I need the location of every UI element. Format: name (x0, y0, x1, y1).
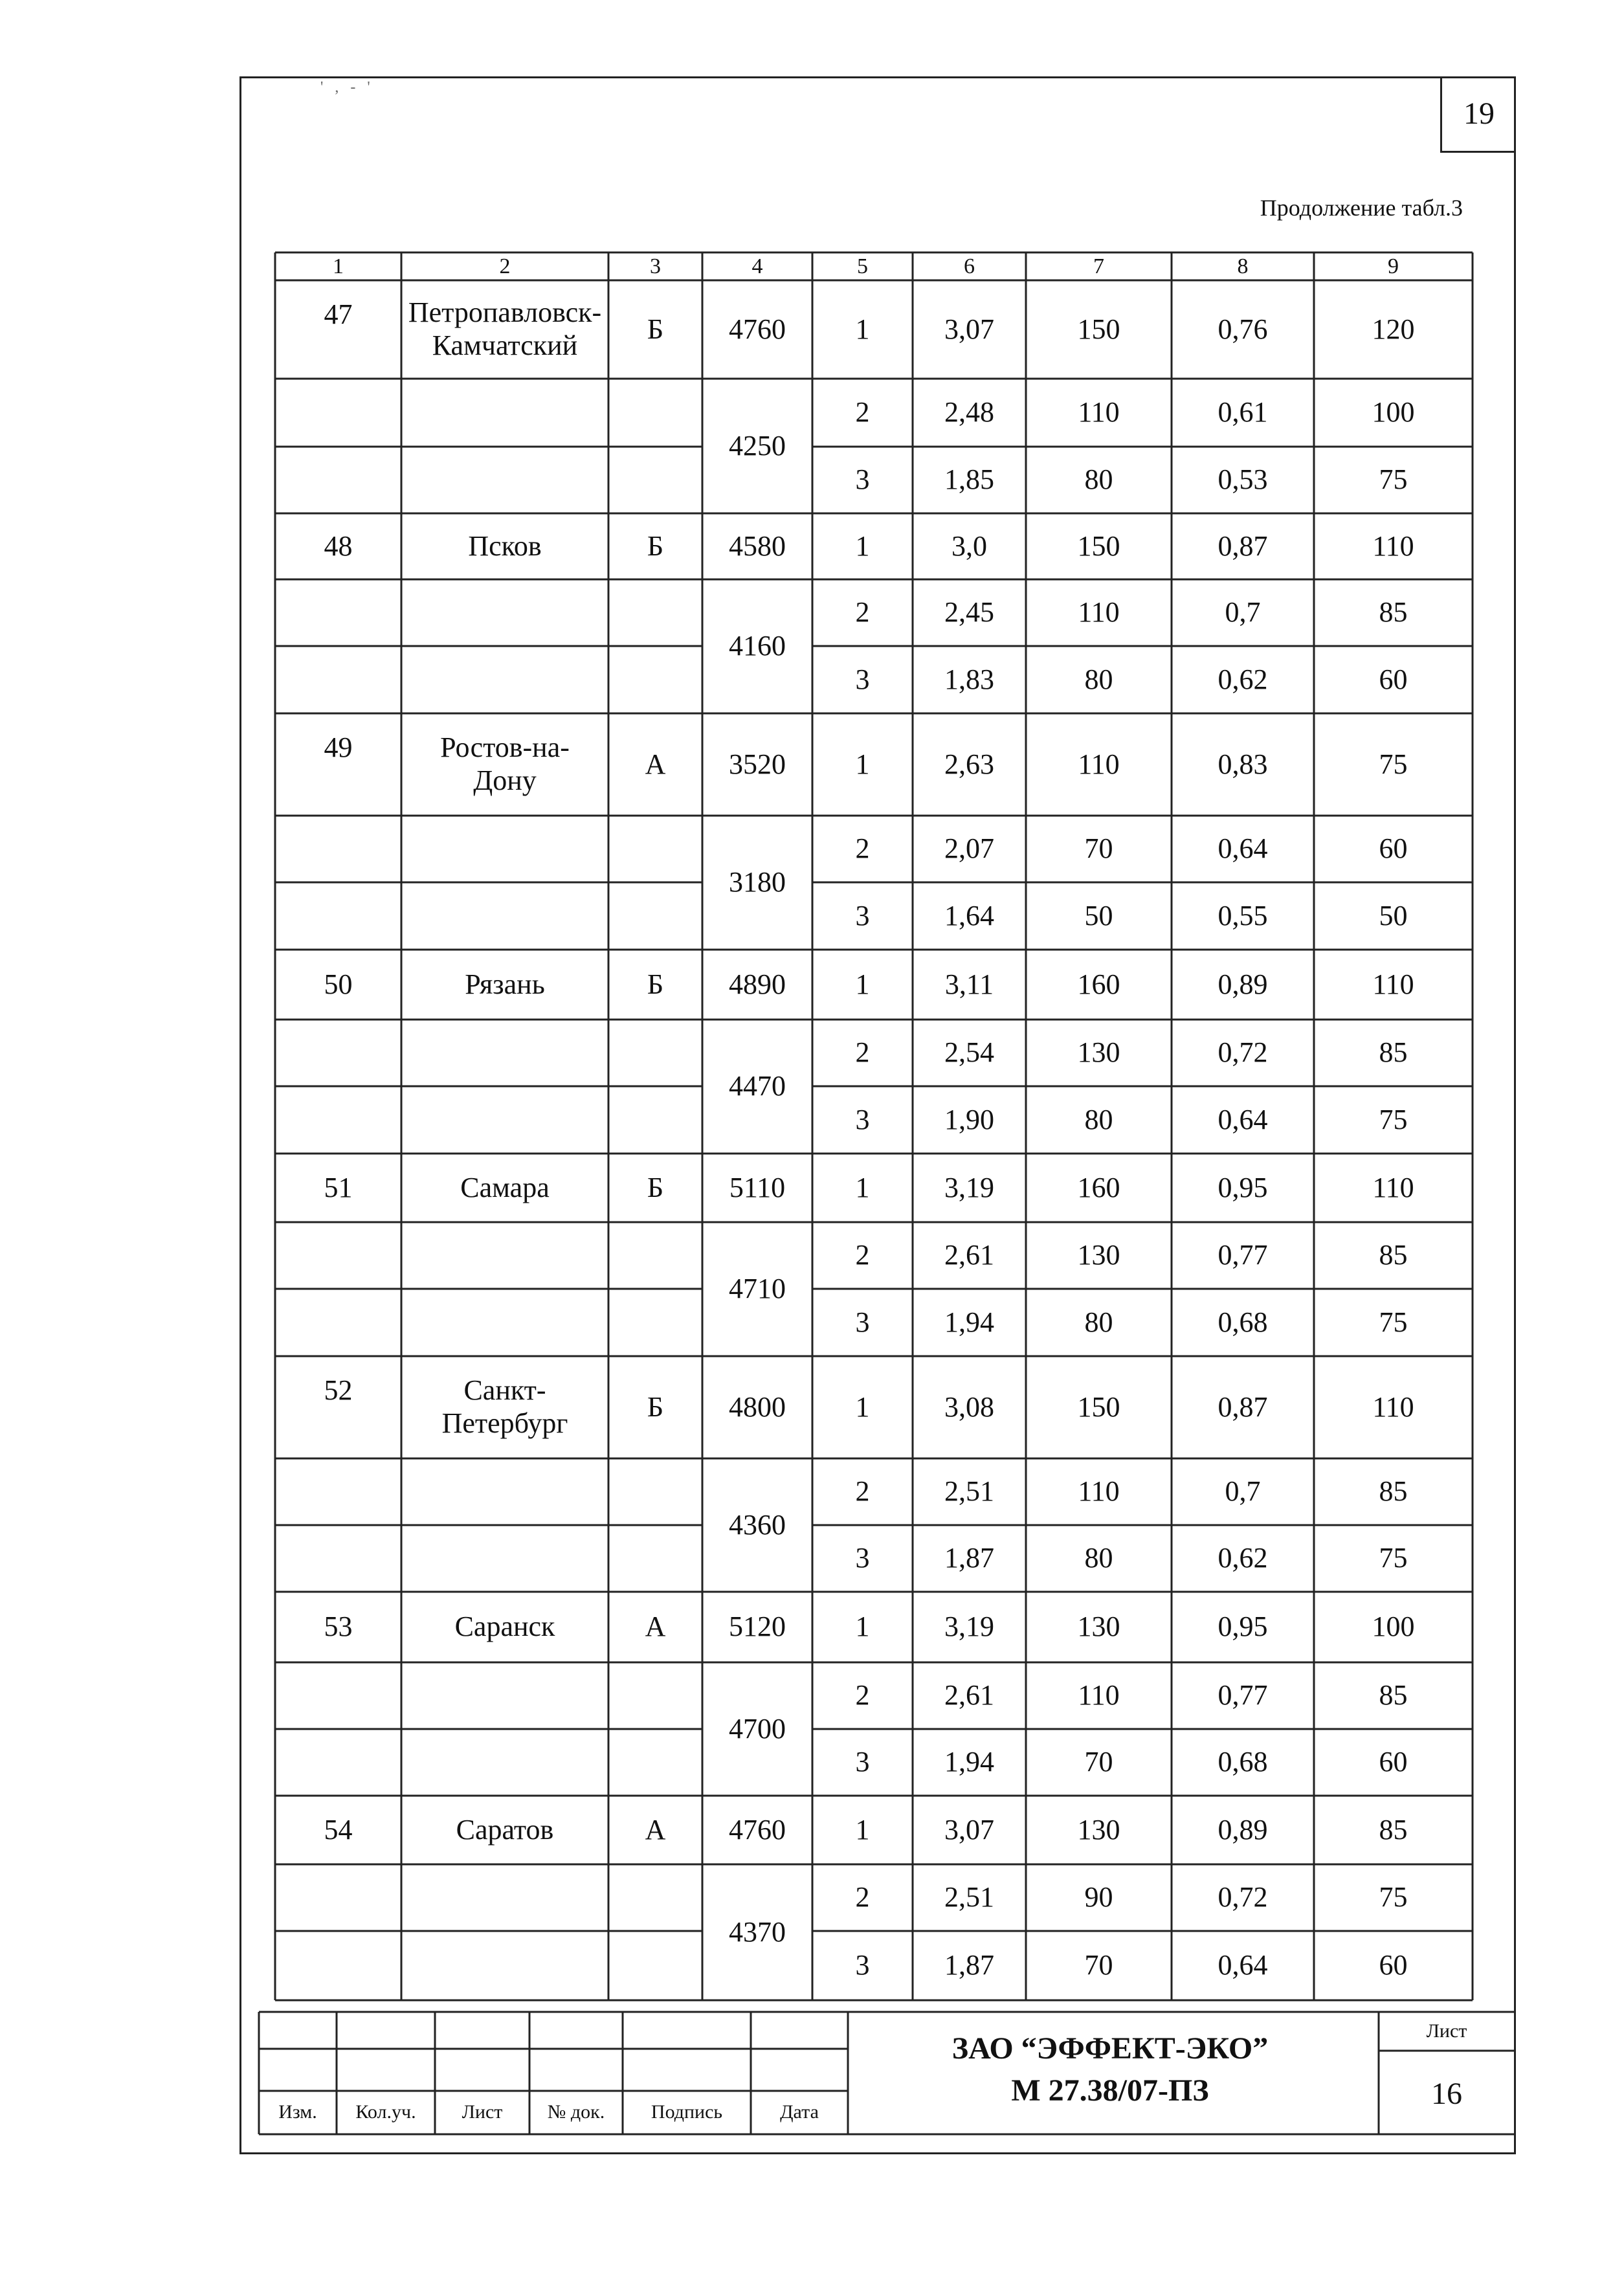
table-cell: 85 (1379, 1475, 1408, 1508)
table-cell: 0,68 (1218, 1306, 1268, 1338)
table-cell: 0,64 (1218, 832, 1268, 865)
row-number: 54 (324, 1813, 353, 1846)
table-cell: 130 (1077, 1813, 1120, 1846)
table-cell: 2,45 (944, 596, 994, 629)
row-number: 53 (324, 1611, 353, 1643)
stamp-label: Лист (462, 2101, 503, 2123)
table-cell: 0,87 (1218, 1390, 1268, 1423)
stamp-document-code: М 27.38/07-ПЗ (1011, 2073, 1209, 2108)
table-cell: 2,61 (944, 1239, 994, 1271)
table-cell: 0,89 (1218, 1813, 1268, 1846)
zone-letter: А (645, 1611, 666, 1643)
table-cell: 2,61 (944, 1679, 994, 1712)
table-cell: 2 (855, 396, 870, 429)
value-col4: 4890 (729, 968, 786, 1000)
row-number: 51 (324, 1171, 353, 1203)
table-cell: 2,48 (944, 396, 994, 429)
row-number: 48 (324, 530, 353, 562)
table-cell: 0,77 (1218, 1679, 1268, 1712)
table-cell: 80 (1084, 463, 1113, 496)
table-cell: 1 (855, 1611, 870, 1643)
table-cell: 75 (1379, 1542, 1408, 1574)
table-cell: 110 (1078, 1475, 1120, 1508)
value-col4: 4760 (729, 1813, 786, 1846)
zone-letter: А (645, 748, 666, 780)
table-cell: 0,64 (1218, 1949, 1268, 1981)
value-col4-merged: 4710 (729, 1273, 786, 1305)
table-cell: 1,85 (944, 463, 994, 496)
table-cell: 110 (1372, 968, 1414, 1000)
value-col4-merged: 4370 (729, 1915, 786, 1948)
table-cell: 150 (1077, 313, 1120, 345)
table-cell: 3,0 (951, 530, 987, 562)
row-number: 52 (324, 1374, 353, 1406)
value-col4: 5120 (729, 1611, 786, 1643)
table-cell: 1 (855, 748, 870, 780)
zone-letter: Б (647, 968, 664, 1000)
table-cell: 100 (1372, 396, 1415, 429)
table-cell: 1 (855, 1390, 870, 1423)
table-cell: 1,87 (944, 1949, 994, 1981)
value-col4-merged: 3180 (729, 866, 786, 898)
row-number: 50 (324, 968, 353, 1000)
table-cell: 2 (855, 596, 870, 629)
stamp-sheet-number: 16 (1431, 2077, 1462, 2112)
stamp-company: ЗАО “ЭФФЕКТ-ЭКО” (951, 2031, 1269, 2066)
table-cell: 60 (1379, 663, 1408, 695)
table-cell: 80 (1084, 1306, 1113, 1338)
table-cell: 2,54 (944, 1036, 994, 1069)
column-header: 1 (333, 254, 344, 278)
table-cell: 3,07 (944, 1813, 994, 1846)
value-col4: 4580 (729, 530, 786, 562)
value-col4-merged: 4160 (729, 630, 786, 662)
value-col4-merged: 4360 (729, 1508, 786, 1541)
table-cell: 75 (1379, 748, 1408, 780)
table-cell: 3 (855, 1542, 870, 1574)
table-cell: 0,55 (1218, 899, 1268, 932)
table-cell: 0,77 (1218, 1239, 1268, 1271)
value-col4: 5110 (729, 1171, 786, 1203)
stamp-label: Изм. (278, 2101, 317, 2123)
table-cell: 2 (855, 832, 870, 865)
table-cell: 80 (1084, 1103, 1113, 1135)
table-cell: 1,90 (944, 1103, 994, 1135)
table-cell: 1 (855, 313, 870, 345)
table-cell: 3 (855, 663, 870, 695)
table-cell: 2 (855, 1475, 870, 1508)
table-cell: 2,51 (944, 1475, 994, 1508)
table-cell: 0,89 (1218, 968, 1268, 1000)
table-cell: 130 (1077, 1611, 1120, 1643)
table-cell: 130 (1077, 1239, 1120, 1271)
table-cell: 150 (1077, 1390, 1120, 1423)
row-number: 47 (324, 298, 353, 330)
stamp-sheet-label: Лист (1426, 2020, 1467, 2042)
table-cell: 0,68 (1218, 1746, 1268, 1778)
table-cell: 0,61 (1218, 396, 1268, 429)
table-cell: 60 (1379, 1949, 1408, 1981)
table-cell: 75 (1379, 1881, 1408, 1913)
table-cell: 70 (1084, 1746, 1113, 1778)
table-cell: 110 (1372, 1390, 1414, 1423)
column-header: 8 (1237, 254, 1249, 278)
table-cell: 85 (1379, 596, 1408, 629)
table-cell: 1 (855, 1171, 870, 1203)
table-cell: 0,53 (1218, 463, 1268, 496)
table-cell: 0,95 (1218, 1611, 1268, 1643)
table-cell: 90 (1084, 1881, 1113, 1913)
column-header: 7 (1093, 254, 1104, 278)
table-cell: 0,64 (1218, 1103, 1268, 1135)
table-cell: 0,95 (1218, 1171, 1268, 1203)
table-cell: 3,11 (944, 968, 994, 1000)
table-cell: 2,51 (944, 1881, 994, 1913)
city-name: Псков (468, 530, 542, 562)
table-cell: 110 (1372, 530, 1414, 562)
city-name: Саратов (456, 1813, 554, 1846)
table-cell: 3,08 (944, 1390, 994, 1423)
column-header: 6 (964, 254, 975, 278)
value-col4: 3520 (729, 748, 786, 780)
table-cell: 0,83 (1218, 748, 1268, 780)
table-cell: 3 (855, 1746, 870, 1778)
table-cell: 1,64 (944, 899, 994, 932)
stamp-label: Кол.уч. (355, 2101, 416, 2123)
table-cell: 2 (855, 1679, 870, 1712)
zone-letter: Б (647, 1171, 664, 1203)
table-cell: 75 (1379, 463, 1408, 496)
table-cell: 110 (1078, 1679, 1120, 1712)
table-cell: 70 (1084, 832, 1113, 865)
table-cell: 85 (1379, 1239, 1408, 1271)
column-header: 2 (499, 254, 511, 278)
table-cell: 3,19 (944, 1611, 994, 1643)
table-cell: 0,72 (1218, 1036, 1268, 1069)
table-cell: 1 (855, 530, 870, 562)
table-cell: 120 (1372, 313, 1415, 345)
stamp-label: № док. (547, 2101, 605, 2123)
stamp-label: Подпись (651, 2101, 723, 2123)
table-cell: 85 (1379, 1813, 1408, 1846)
table-cell: 85 (1379, 1036, 1408, 1069)
table-cell: 0,62 (1218, 663, 1268, 695)
zone-letter: Б (647, 530, 664, 562)
table-cell: 1 (855, 1813, 870, 1846)
table-cell: 3 (855, 899, 870, 932)
table-cell: 80 (1084, 663, 1113, 695)
row-number: 49 (324, 731, 353, 763)
city-name: Санкт- Петербург (441, 1374, 568, 1439)
table-cell: 3 (855, 1306, 870, 1338)
column-header: 3 (650, 254, 661, 278)
city-name: Рязань (465, 968, 545, 1000)
table-cell: 0,62 (1218, 1542, 1268, 1574)
table-cell: 50 (1379, 899, 1408, 932)
page-number: 19 (1440, 76, 1516, 153)
table-cell: 0,72 (1218, 1881, 1268, 1913)
column-header: 5 (857, 254, 868, 278)
column-header: 4 (751, 254, 763, 278)
city-name: Саранск (454, 1611, 555, 1643)
table-cell: 0,7 (1225, 596, 1261, 629)
scan-specks: ' , - ' (320, 79, 374, 96)
table-cell: 1,94 (944, 1746, 994, 1778)
table-cell: 110 (1078, 396, 1120, 429)
table-cell: 50 (1084, 899, 1113, 932)
table-cell: 3 (855, 1103, 870, 1135)
table-cell: 100 (1372, 1611, 1415, 1643)
value-col4-merged: 4700 (729, 1712, 786, 1745)
value-col4: 4760 (729, 313, 786, 345)
zone-letter: Б (647, 1390, 664, 1423)
table-cell: 3 (855, 1949, 870, 1981)
table-cell: 75 (1379, 1306, 1408, 1338)
table-cell: 2 (855, 1239, 870, 1271)
table-cell: 160 (1077, 968, 1120, 1000)
table-cell: 75 (1379, 1103, 1408, 1135)
table-cell: 1 (855, 968, 870, 1000)
table-cell: 2 (855, 1036, 870, 1069)
table-cell: 70 (1084, 1949, 1113, 1981)
value-col4: 4800 (729, 1390, 786, 1423)
table-cell: 110 (1372, 1171, 1414, 1203)
table-cell: 2 (855, 1881, 870, 1913)
table-cell: 85 (1379, 1679, 1408, 1712)
table-cell: 1,94 (944, 1306, 994, 1338)
table-cell: 2,63 (944, 748, 994, 780)
value-col4-merged: 4470 (729, 1070, 786, 1102)
table-cell: 3 (855, 463, 870, 496)
table-cell: 60 (1379, 832, 1408, 865)
table-cell: 0,7 (1225, 1475, 1261, 1508)
value-col4-merged: 4250 (729, 429, 786, 462)
zone-letter: Б (647, 313, 664, 345)
table-cell: 110 (1078, 748, 1120, 780)
zone-letter: А (645, 1813, 666, 1846)
table-cell: 160 (1077, 1171, 1120, 1203)
table-cell: 0,87 (1218, 530, 1268, 562)
city-name: Петропавловск- Камчатский (408, 296, 602, 361)
table-cell: 0,76 (1218, 313, 1268, 345)
city-name: Самара (460, 1171, 550, 1203)
table-cell: 3,19 (944, 1171, 994, 1203)
table-cell: 1,87 (944, 1542, 994, 1574)
table-cell: 110 (1078, 596, 1120, 629)
table-cell: 130 (1077, 1036, 1120, 1069)
city-name: Ростов-на- Дону (440, 731, 570, 796)
table-cell: 3,07 (944, 313, 994, 345)
table-cell: 60 (1379, 1746, 1408, 1778)
column-header: 9 (1388, 254, 1399, 278)
table-cell: 80 (1084, 1542, 1113, 1574)
table-cell: 150 (1077, 530, 1120, 562)
table-cell: 2,07 (944, 832, 994, 865)
stamp-label: Дата (780, 2101, 819, 2123)
table-continuation-label: Продолжение табл.3 (1260, 195, 1463, 221)
table-cell: 1,83 (944, 663, 994, 695)
